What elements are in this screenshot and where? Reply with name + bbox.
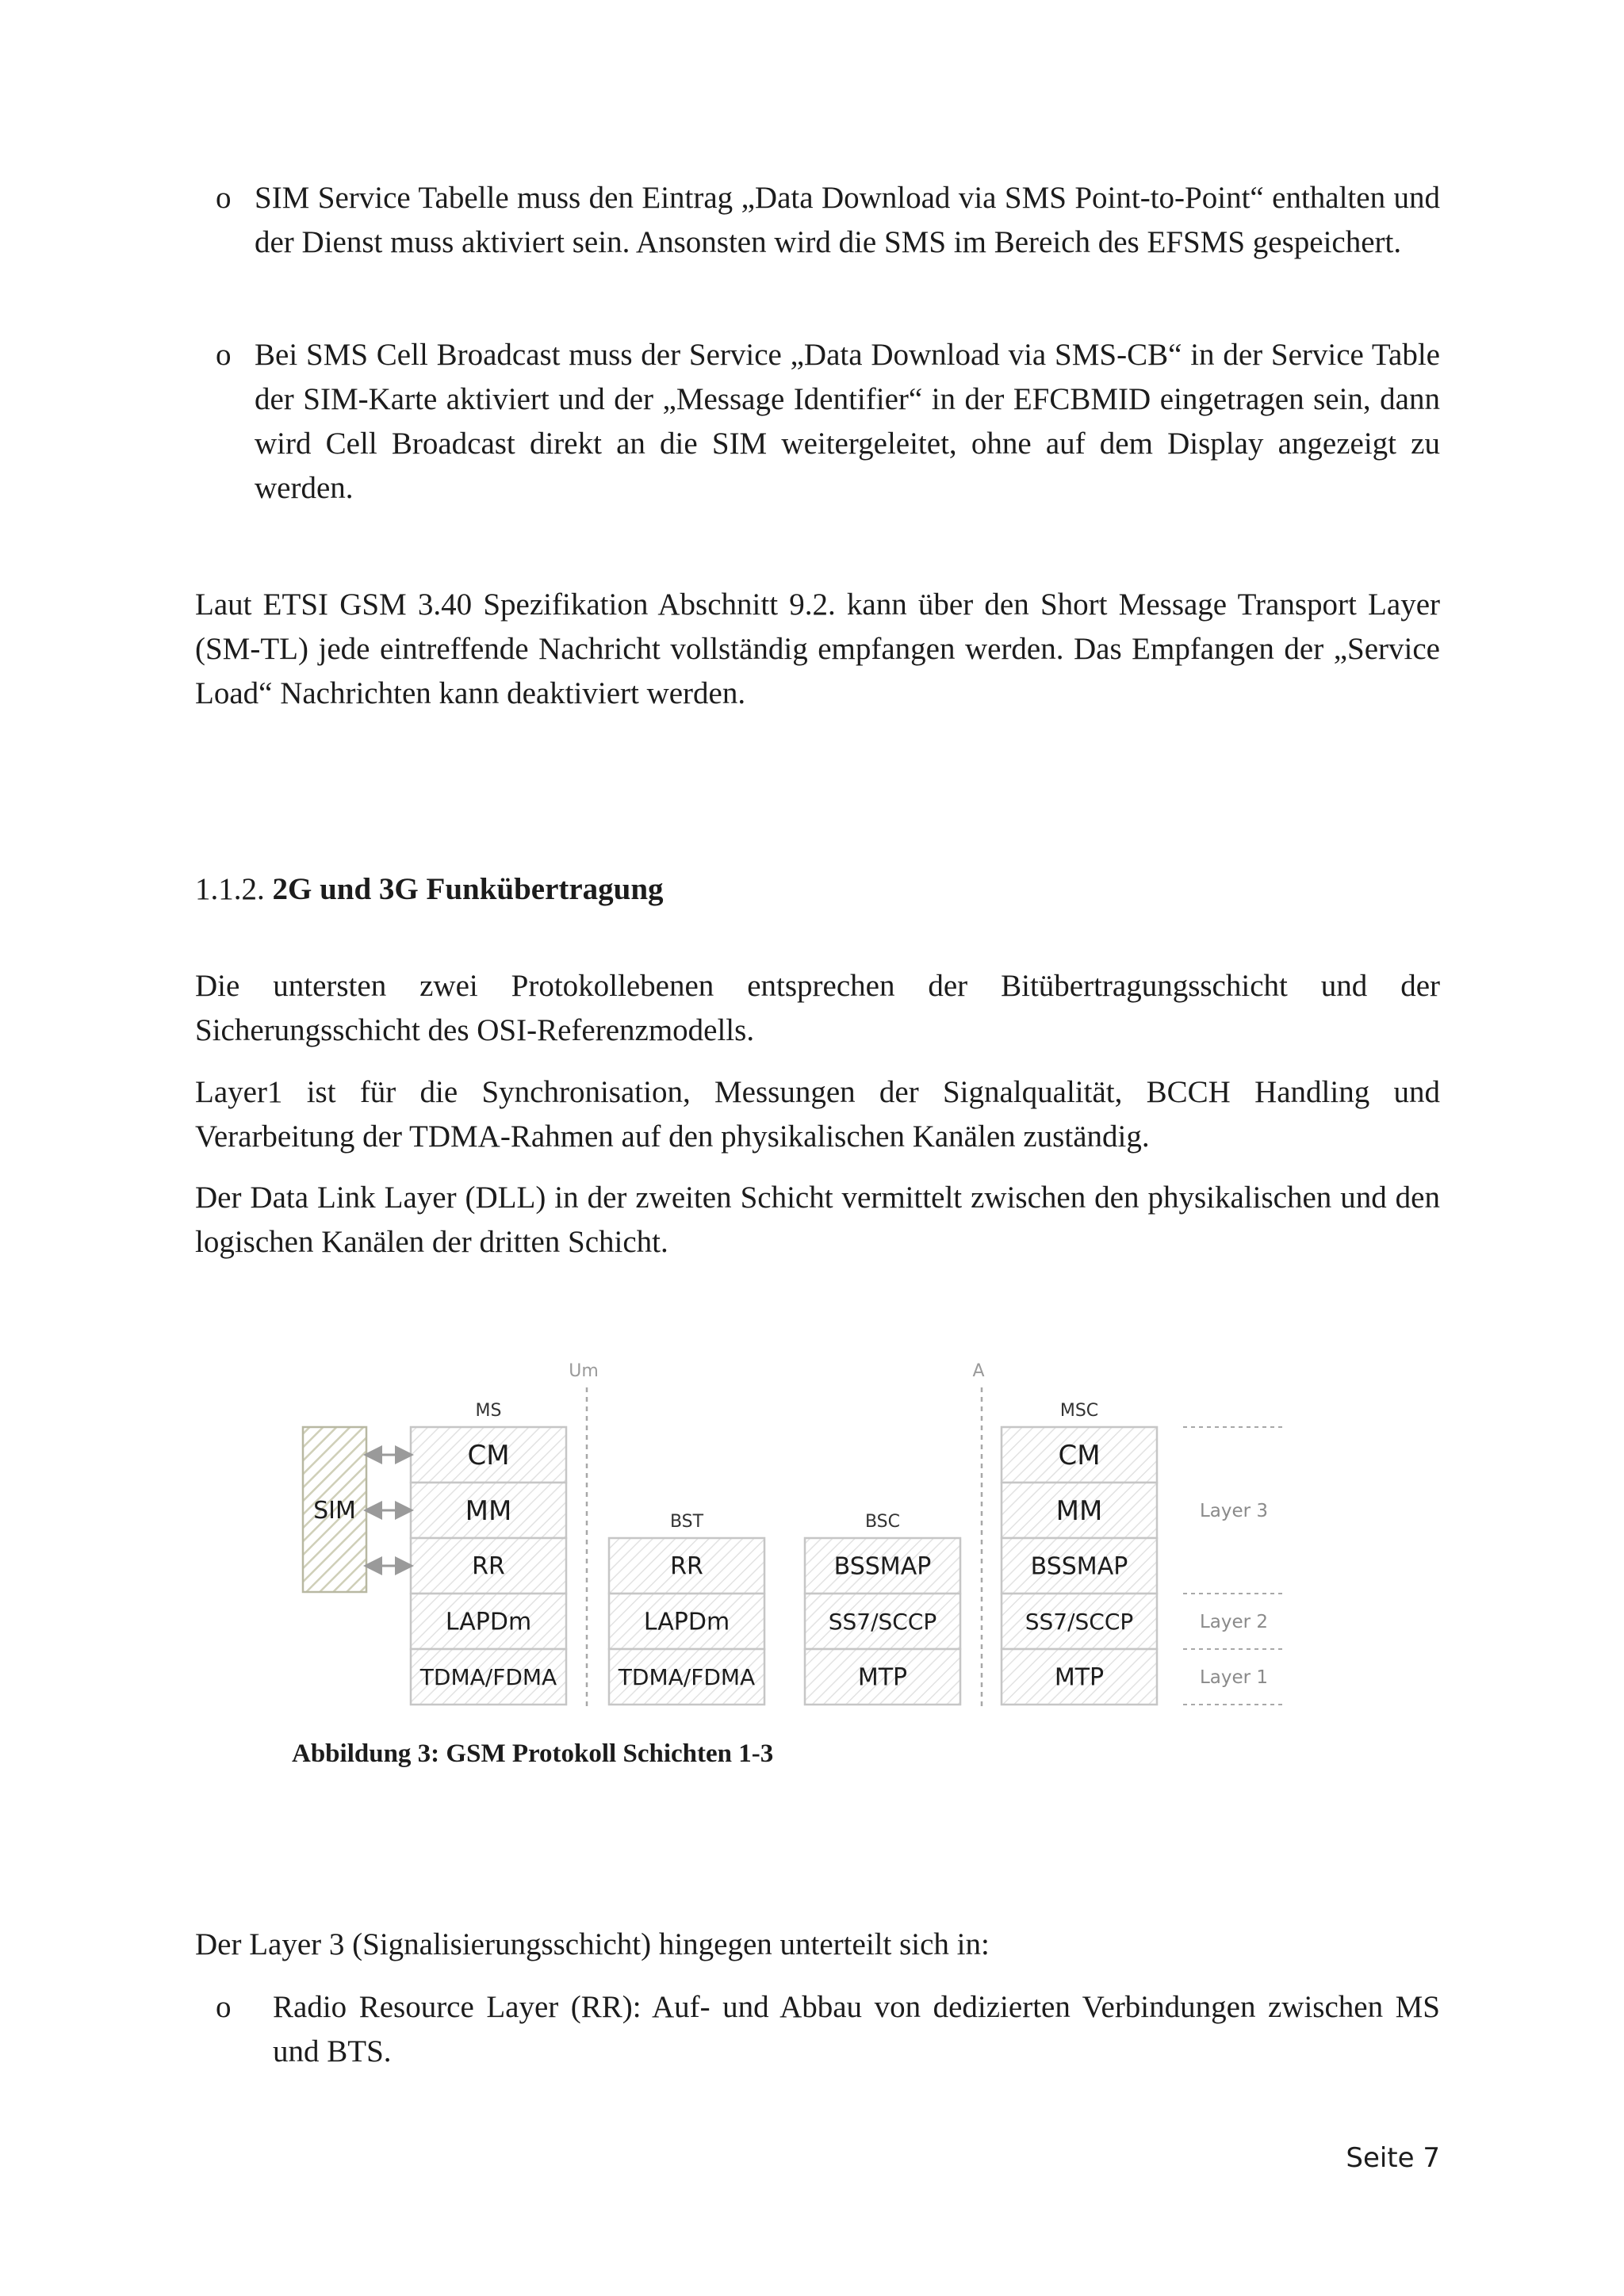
paragraph-osi: Die untersten zwei Protokollebenen entsprechen der Bitübertragungsschicht und der Sicherungsschicht des OSI-Referenzmodells.: [195, 969, 1440, 1047]
paragraph-etsi: Laut ETSI GSM 3.40 Spezifikation Abschnitt 9.2. kann über den Short Message Transport Layer (SM-TL) jede eintreffende Nachricht vollständig empfangen werden. Das Empfangen der „Service Load“ Nachrichten kann deaktiviert werden.: [195, 587, 1440, 710]
bullet-marker: o: [216, 338, 232, 372]
gsm-protocol-diagram: [293, 1348, 1308, 1712]
bullet-item: Bei SMS Cell Broadcast muss der Service „Data Download via SMS-CB“ in der Service Table der SIM-Karte aktiviert und der „Message Identifier“ in der EFCBMID eingetragen sein, dann wird Cell Broadcast direkt an die SIM weitergeleitet, ohne auf dem Display angezeigt zu werden.: [255, 338, 1440, 505]
stack-title-bst: BST: [669, 1512, 704, 1532]
layer-label-layer-2: Layer 2: [1199, 1612, 1269, 1632]
layer-label-ms-cm: CM: [467, 1439, 510, 1471]
layer-label-msc-bssmap: BSSMAP: [1030, 1552, 1128, 1581]
layer-label-bst-tdma-fdma: TDMA/FDMA: [618, 1663, 756, 1690]
sim-label: SIM: [313, 1497, 356, 1525]
layer-label-layer-3: Layer 3: [1199, 1501, 1269, 1521]
layer-label-ms-mm: MM: [465, 1494, 512, 1527]
layer-label-msc-cm: CM: [1058, 1439, 1101, 1471]
layer-label-bsc-bssmap: BSSMAP: [833, 1552, 932, 1581]
bullet-marker: o: [216, 181, 232, 215]
layer-label-layer-1: Layer 1: [1199, 1667, 1269, 1688]
layer-label-bsc-mtp: MTP: [857, 1663, 908, 1692]
paragraph-layer3: Der Layer 3 (Signalisierungsschicht) hingegen unterteilt sich in:: [195, 1927, 990, 1961]
layer-label-ms-rr: RR: [472, 1552, 505, 1581]
bullet-marker: o: [216, 1990, 232, 2024]
layer-label-msc-ss7-sccp: SS7/SCCP: [1025, 1608, 1134, 1635]
layer-label-bst-lapdm: LAPDm: [643, 1608, 730, 1636]
layer-label-ms-lapdm: LAPDm: [445, 1608, 532, 1636]
layer-label-ms-tdma-fdma: TDMA/FDMA: [419, 1663, 557, 1690]
bullet-item: SIM Service Tabelle muss den Eintrag „Data Download via SMS Point-to-Point“ enthalten und der Dienst muss aktiviert sein. Ansonsten wird die SMS im Bereich des EFSMS gespeichert.: [255, 181, 1440, 259]
layer-label-bst-rr: RR: [670, 1552, 703, 1581]
paragraph-layer1: Layer1 ist für die Synchronisation, Messungen der Signalqualität, BCCH Handling und Verarbeitung der TDMA-Rahmen auf den physikalischen Kanälen zuständig.: [195, 1075, 1440, 1154]
interface-label-um: Um: [569, 1361, 599, 1381]
section-number: 1.1.2.: [195, 872, 265, 906]
stack-title-ms: MS: [475, 1401, 502, 1421]
figure-caption: Abbildung 3: GSM Protokoll Schichten 1-3: [292, 1739, 774, 1768]
interface-label-a: A: [972, 1361, 985, 1381]
page-number: Seite 7: [1346, 2142, 1440, 2174]
layer-label-msc-mtp: MTP: [1054, 1663, 1105, 1692]
paragraph-dll: Der Data Link Layer (DLL) in der zweiten Schicht vermittelt zwischen den physikalischen und den logischen Kanälen der dritten Schicht.: [195, 1181, 1440, 1259]
stack-title-bsc: BSC: [864, 1512, 901, 1532]
stack-title-msc: MSC: [1059, 1401, 1099, 1421]
layer-label-msc-mm: MM: [1055, 1494, 1103, 1527]
section-heading: [195, 867, 664, 912]
bullet-item: Radio Resource Layer (RR): Auf- und Abbau von dedizierten Verbindungen zwischen MS und BTS.: [273, 1990, 1440, 2068]
section-title: 2G und 3G Funkübertragung: [272, 872, 664, 906]
layer-label-bsc-ss7-sccp: SS7/SCCP: [828, 1608, 937, 1635]
